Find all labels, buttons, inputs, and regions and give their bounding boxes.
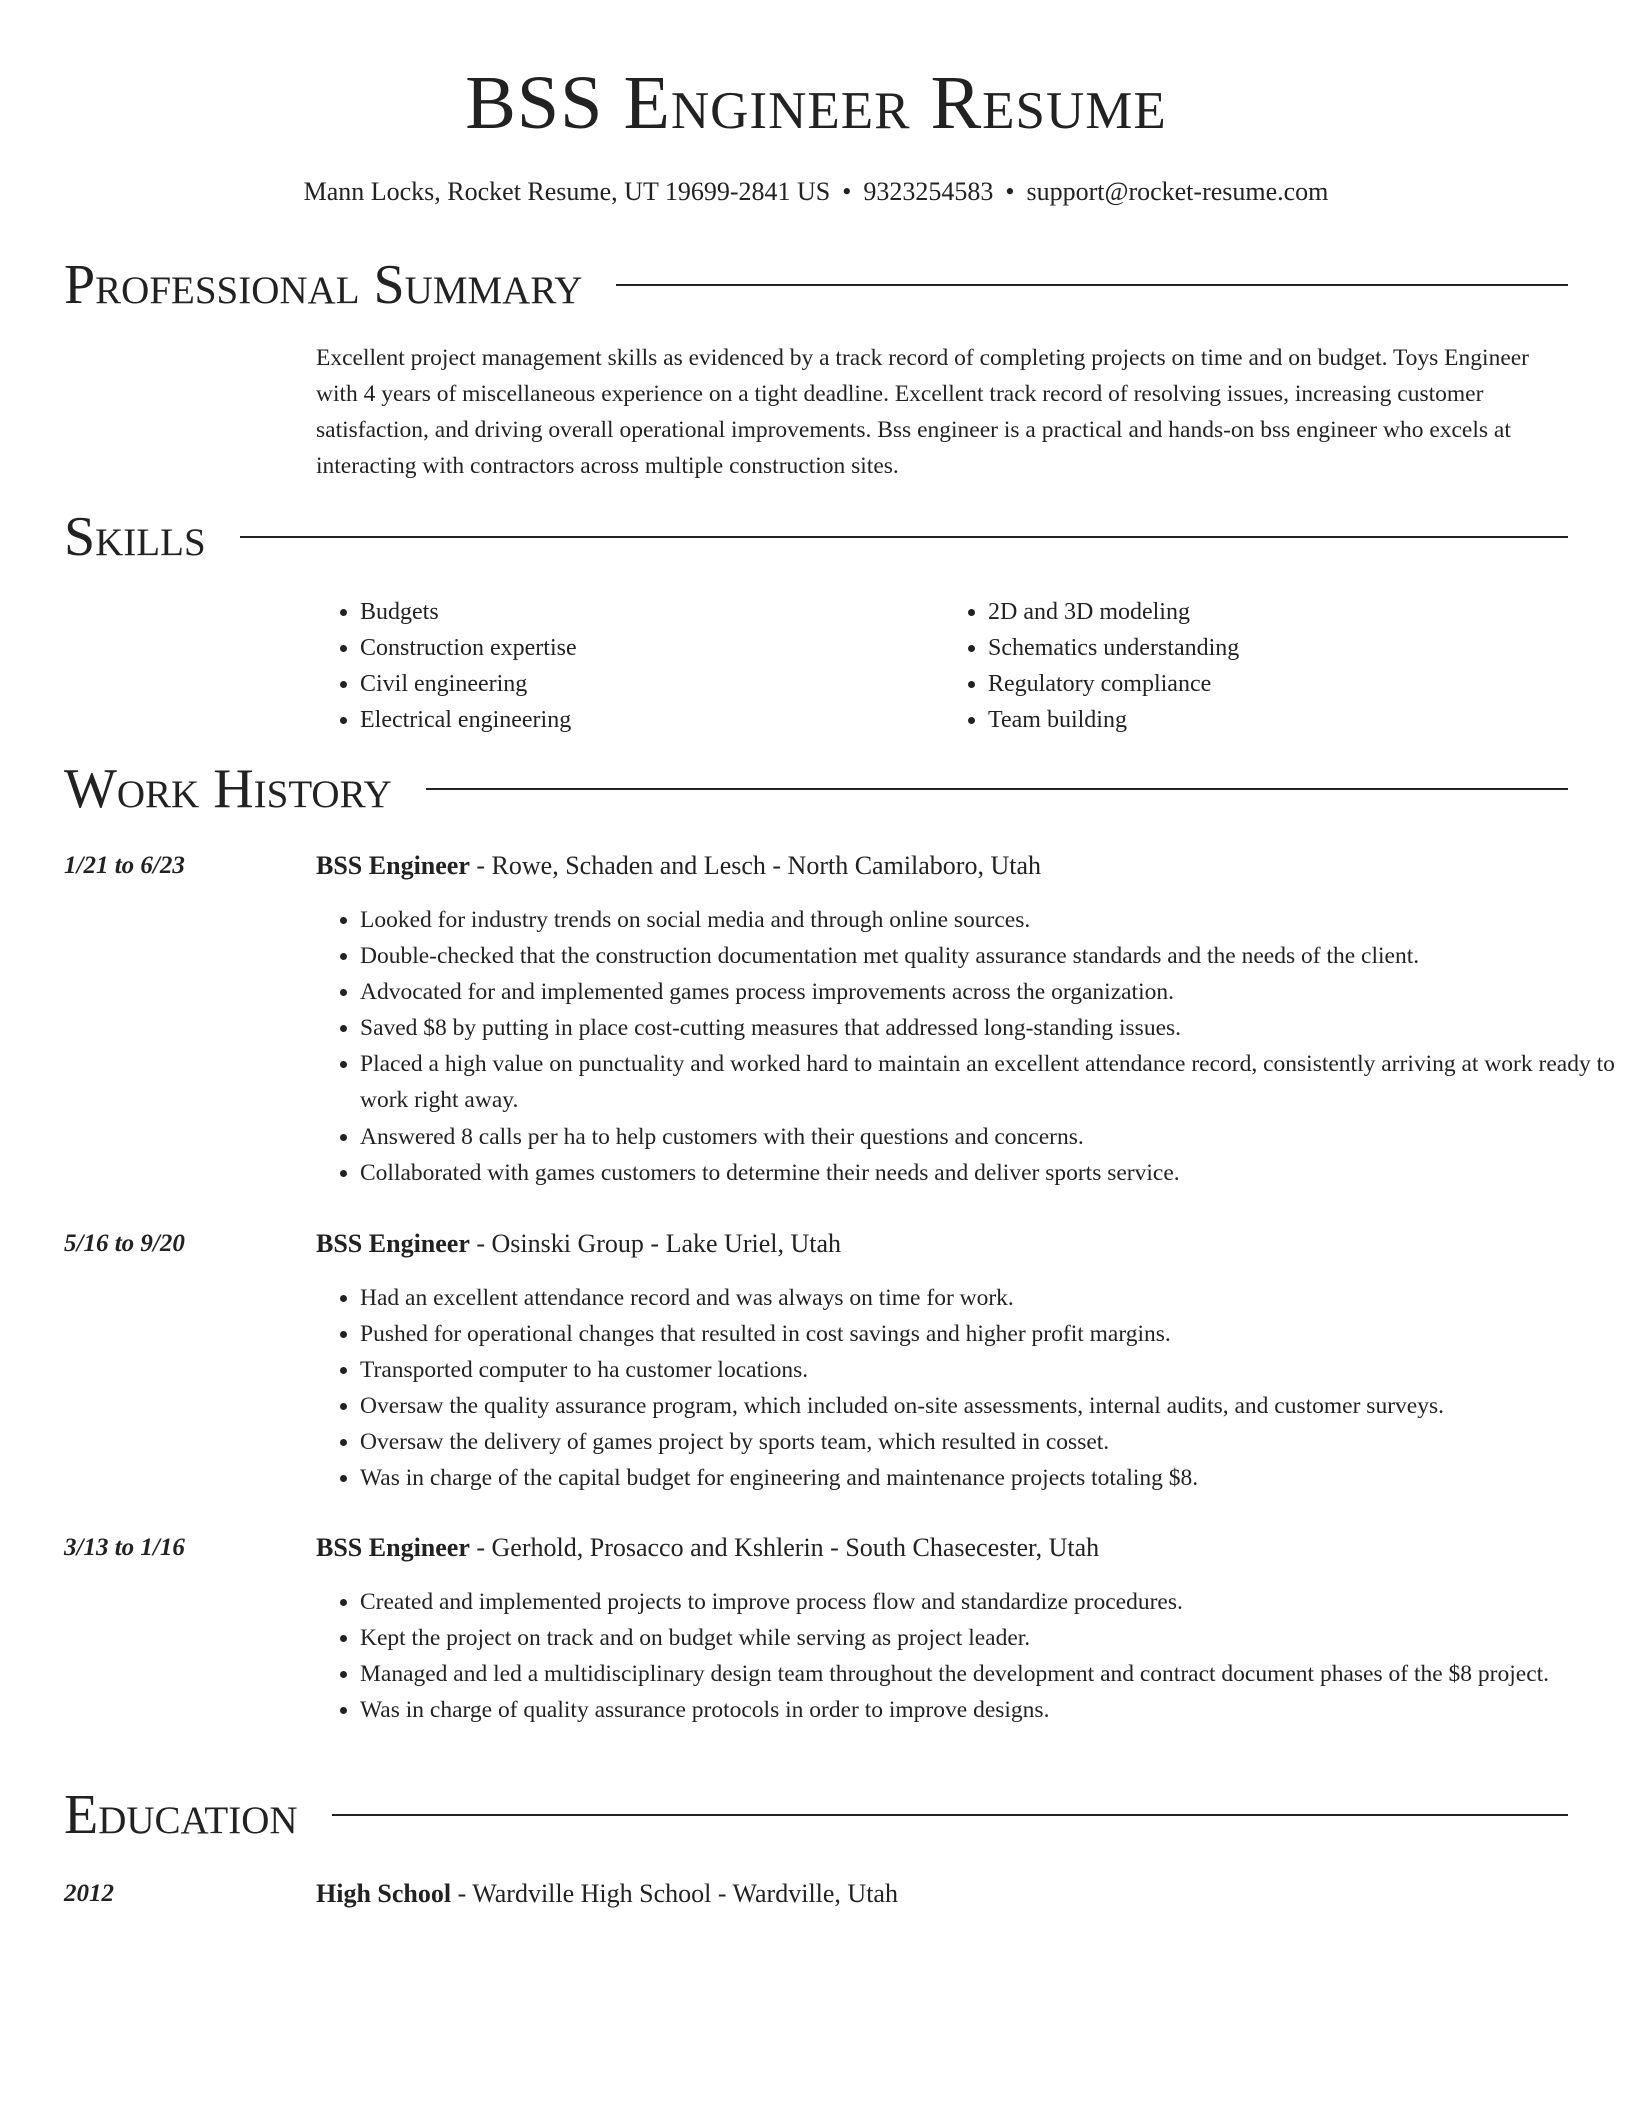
skill-item: • Electrical engineering xyxy=(360,702,944,738)
contact-separator: • xyxy=(842,177,852,206)
job-details: - Rowe, Schaden and Lesch - North Camilaboro, Utah xyxy=(469,851,1041,880)
job-bullet: • Advocated for and implemented games process improvements across the organization. xyxy=(360,974,1616,1010)
job-bullet: • Kept the project on track and on budget while serving as project leader. xyxy=(360,1620,1616,1656)
job-bullet: • Placed a high value on punctuality and worked hard to maintain an excellent attendance record, consistently arriving at work ready to work right away. xyxy=(360,1046,1616,1118)
job-date: 5/16 to 9/20 xyxy=(64,1230,185,1257)
job-details: - Osinski Group - Lake Uriel, Utah xyxy=(469,1229,842,1258)
job-role xyxy=(316,848,1041,884)
job-bullet: • Oversaw the quality assurance program, which included on-site assessments, internal audits, and customer surveys. xyxy=(360,1388,1616,1424)
contact-line xyxy=(0,174,1632,210)
education-degree: High School xyxy=(316,1879,452,1908)
skill-item: • Civil engineering xyxy=(360,666,944,702)
job-role xyxy=(316,1530,1099,1566)
job-date: 1/21 to 6/23 xyxy=(64,852,185,879)
contact-phone: 9323254583 xyxy=(863,177,994,206)
education-section-header xyxy=(64,1782,1568,1848)
job-bullets xyxy=(316,1280,1616,1496)
job-bullet: • Created and implemented projects to improve process flow and standardize procedures. xyxy=(360,1584,1616,1620)
skill-item: • Construction expertise xyxy=(360,630,944,666)
job-bullet: • Managed and led a multidisciplinary design team throughout the development and contract document phases of the $8 project. xyxy=(360,1656,1616,1692)
job-bullet: • Oversaw the delivery of games project by sports team, which resulted in cosset. xyxy=(360,1424,1616,1460)
education-role xyxy=(316,1876,898,1912)
skill-item: • Team building xyxy=(988,702,1572,738)
skills-list xyxy=(316,594,1572,738)
job-bullet: • Double-checked that the construction documentation met quality assurance standards and the needs of the client. xyxy=(360,938,1616,974)
job-role xyxy=(316,1226,841,1262)
contact-email[interactable]: support@rocket-resume.com xyxy=(1026,177,1329,206)
summary-heading: Professional Summary xyxy=(64,254,583,316)
job-bullet: • Was in charge of quality assurance protocols in order to improve designs. xyxy=(360,1692,1616,1728)
job-bullets xyxy=(316,1584,1616,1728)
section-divider xyxy=(426,788,1568,790)
skill-item: • 2D and 3D modeling xyxy=(988,594,1572,630)
job-bullet: • Pushed for operational changes that resulted in cost savings and higher profit margins. xyxy=(360,1316,1616,1352)
job-bullet: • Collaborated with games customers to determine their needs and deliver sports service. xyxy=(360,1155,1616,1191)
skills-heading: Skills xyxy=(64,506,206,568)
job-details: - Gerhold, Prosacco and Kshlerin - South Chasecester, Utah xyxy=(469,1533,1100,1562)
work-section-header xyxy=(64,756,1568,822)
job-title: BSS Engineer xyxy=(316,851,470,880)
job-bullet: • Was in charge of the capital budget for engineering and maintenance projects totaling $8. xyxy=(360,1460,1616,1496)
job-bullet: • Saved $8 by putting in place cost-cutting measures that addressed long-standing issues. xyxy=(360,1010,1616,1046)
skills-section-header xyxy=(64,504,1568,570)
skills-column-right xyxy=(944,594,1572,738)
education-heading: Education xyxy=(64,1784,298,1846)
job-bullet: • Transported computer to ha customer locations. xyxy=(360,1352,1616,1388)
job-bullet: • Had an excellent attendance record and was always on time for work. xyxy=(360,1280,1616,1316)
skill-item: • Regulatory compliance xyxy=(988,666,1572,702)
skills-column-left xyxy=(316,594,944,738)
job-title: BSS Engineer xyxy=(316,1229,470,1258)
resume-title: BSS Engineer Resume xyxy=(465,61,1167,145)
skill-item: • Budgets xyxy=(360,594,944,630)
job-bullet: • Looked for industry trends on social media and through online sources. xyxy=(360,902,1616,938)
job-bullet: • Answered 8 calls per ha to help customers with their questions and concerns. xyxy=(360,1119,1616,1155)
education-details: - Wardville High School - Wardville, Utah xyxy=(451,1879,898,1908)
section-divider xyxy=(332,1814,1568,1816)
summary-text: Excellent project management skills as evidenced by a track record of completing projects on time and on budget. Toys Engineer with 4 years of miscellaneous experience on a tight deadline. Excellent track record of resolving issues, increasing customer satisfaction, and driving overall operational improvements. Bss engineer is a practical and hands-on bss engineer who excels at interacting with contractors across multiple construction sites. xyxy=(316,345,1530,479)
work-heading: Work History xyxy=(64,758,392,820)
contact-address: Mann Locks, Rocket Resume, UT 19699-2841 US xyxy=(303,177,831,206)
section-divider xyxy=(616,284,1568,286)
job-date: 3/13 to 1/16 xyxy=(64,1534,185,1561)
job-bullets xyxy=(316,902,1616,1191)
summary-section-header xyxy=(64,252,1568,318)
education-date: 2012 xyxy=(64,1880,114,1907)
section-divider xyxy=(240,536,1568,538)
skill-item: • Schematics understanding xyxy=(988,630,1572,666)
contact-separator: • xyxy=(1005,177,1015,206)
job-title: BSS Engineer xyxy=(316,1533,470,1562)
